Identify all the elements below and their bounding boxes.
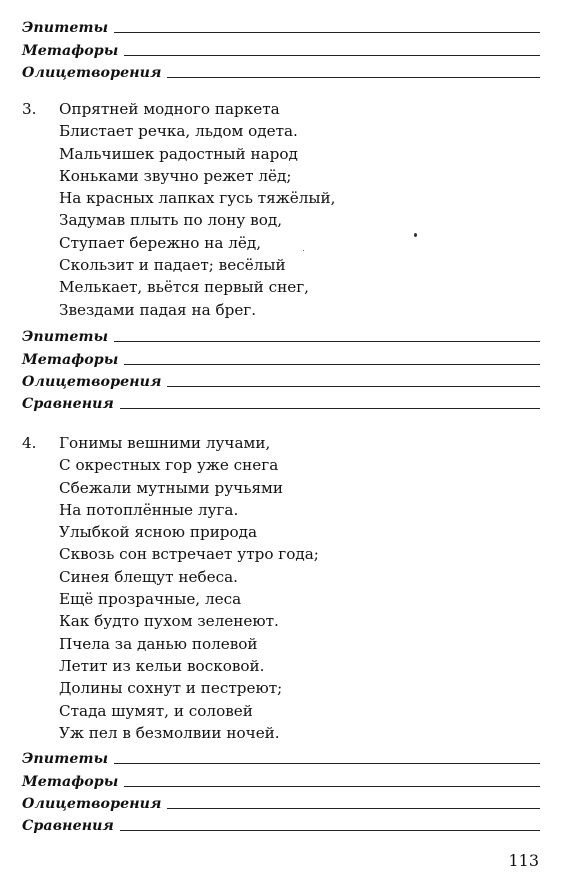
page-number: 113 (508, 851, 539, 870)
fill-section-3 (22, 324, 540, 413)
fill-row-comparisons (22, 813, 540, 835)
answer-line-comparisons[interactable] (120, 408, 540, 409)
fill-section-top (22, 15, 540, 82)
poem-line: На красных лапках гусь тяжёлый, (59, 189, 336, 208)
poem-line: Ещё прозрачные, леса (59, 590, 242, 609)
poem-lines (59, 98, 335, 321)
poem-line: Мальчишек радостный народ (59, 144, 298, 163)
poem-line: Долины сохнут и пестреют; (59, 679, 283, 698)
label-personifications: Олицетворения (22, 64, 162, 81)
poem-line: На потоплённые луга. (59, 500, 239, 519)
answer-line-metaphors[interactable] (124, 364, 540, 365)
fill-row-metaphors (22, 346, 540, 368)
fill-row-personifications (22, 60, 540, 82)
poem-line: Звездами падая на брег. (59, 300, 257, 319)
fill-row-comparisons (22, 391, 540, 413)
label-metaphors: Метафоры (22, 773, 119, 790)
poem-line: Летит из кельи восковой. (59, 656, 265, 675)
poem-line: Блистает речка, льдом одета. (59, 122, 298, 141)
poem-line: Уж пел в безмолвии ночей. (59, 723, 280, 742)
label-personifications: Олицетворения (22, 795, 162, 812)
label-epithets: Эпитеты (22, 751, 109, 768)
fill-row-epithets (22, 324, 540, 346)
fill-row-personifications (22, 791, 540, 813)
poem-line: Опрятней модного паркета (59, 100, 280, 118)
fill-row-personifications (22, 369, 540, 391)
answer-line-comparisons[interactable] (120, 830, 540, 831)
poem-line: С окрестных гор уже снега (59, 456, 279, 475)
print-speck (303, 250, 304, 251)
poem-line: Ступает бережно на лёд, (59, 233, 262, 252)
print-speck (414, 233, 417, 237)
fill-section-4 (22, 746, 540, 835)
poem-lines (59, 432, 319, 744)
poem-line: Синея блещут небеса. (59, 567, 238, 586)
answer-line-metaphors[interactable] (124, 786, 540, 787)
answer-line-personifications[interactable] (167, 77, 540, 78)
answer-line-personifications[interactable] (167, 386, 540, 387)
answer-line-metaphors[interactable] (124, 55, 540, 56)
poem-line: Скользит и падает; весёлый (59, 256, 286, 275)
poem-number: 4. (22, 434, 37, 452)
label-metaphors: Метафоры (22, 351, 119, 368)
label-metaphors: Метафоры (22, 42, 119, 59)
poem-line: Стада шумят, и соловей (59, 701, 253, 720)
poem-line: Гонимы вешними лучами, (59, 434, 271, 452)
fill-row-metaphors (22, 768, 540, 790)
poem-line: Пчела за данью полевой (59, 634, 258, 653)
poem-line: Улыбкой ясною природа (59, 523, 258, 542)
answer-line-personifications[interactable] (167, 808, 540, 809)
label-comparisons: Сравнения (22, 396, 114, 413)
label-personifications: Олицетворения (22, 373, 162, 390)
poem-line: Задумав плыть по лону вод, (59, 211, 283, 230)
fill-row-metaphors (22, 37, 540, 59)
label-epithets: Эпитеты (22, 20, 109, 37)
poem-line: Мелькает, вьётся первый снег, (59, 278, 309, 297)
answer-line-epithets[interactable] (114, 341, 540, 342)
label-comparisons: Сравнения (22, 818, 114, 835)
fill-row-epithets (22, 15, 540, 37)
label-epithets: Эпитеты (22, 329, 109, 346)
poem-line: Сбежали мутными ручьями (59, 478, 283, 497)
poem-line: Как будто пухом зеленеют. (59, 612, 279, 631)
answer-line-epithets[interactable] (114, 763, 540, 764)
poem-line: Сквозь сон встречает утро года; (59, 545, 319, 564)
poem-line: Коньками звучно режет лёд; (59, 166, 292, 185)
poem-number: 3. (22, 100, 37, 118)
answer-line-epithets[interactable] (114, 32, 540, 33)
fill-row-epithets (22, 746, 540, 768)
